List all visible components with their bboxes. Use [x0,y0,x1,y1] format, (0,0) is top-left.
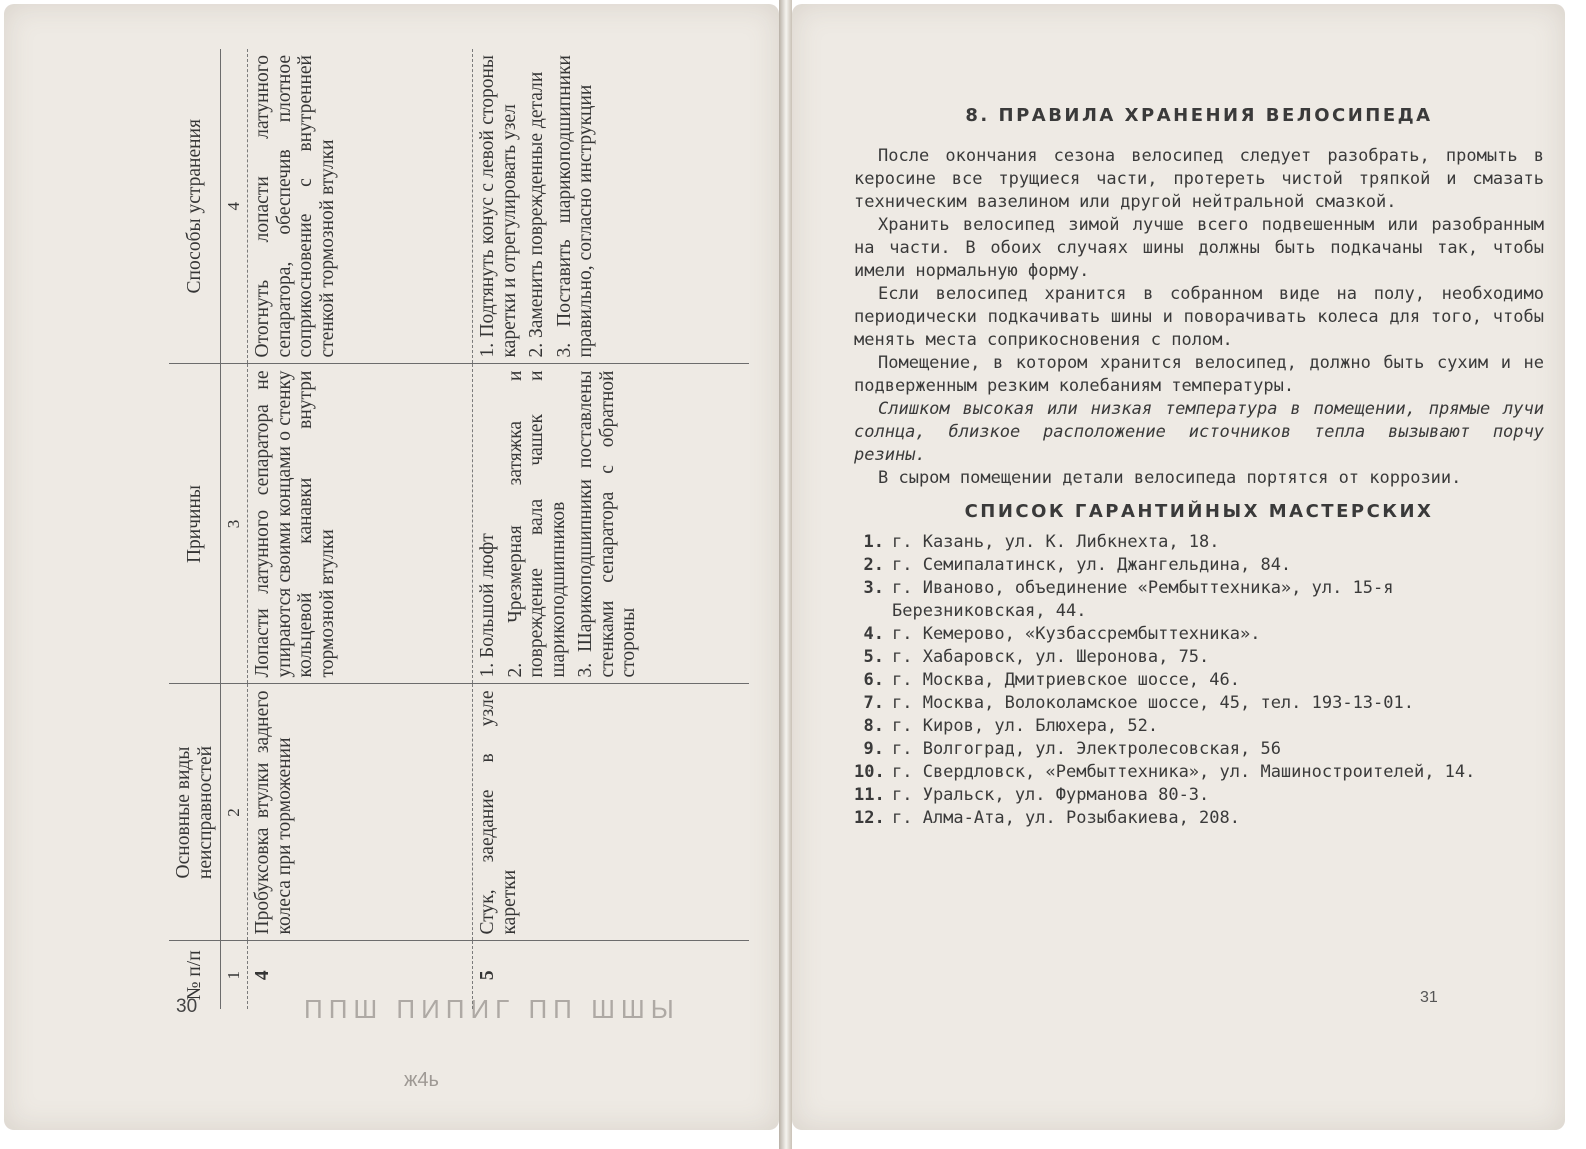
header-fault-types: Основные виды неисправностей [169,684,221,941]
cause-item: 3. Шарикоподшипники поставлены стенками сепаратора с обратной стороны [575,370,639,678]
table-row [473,49,750,1009]
cause-item: 1. Большой люфт [477,533,498,678]
storage-section [854,104,1544,830]
list-item: 1. г. Казань, ул. К. Либкнехта, 18. [863,532,1220,552]
list-item: 5. г. Хабаровск, ул. Шеронова, 75. [863,647,1210,667]
book-gutter [779,0,792,1149]
header-causes: Причины [169,364,221,684]
list-item: 9. г. Волгоград, ул. Электролесовская, 56 [863,739,1281,759]
column-number: 2 [221,684,248,941]
remedy-item: 2. Заменить поврежденные детали [526,71,547,358]
paragraph: Если велосипед хранится в собранном виде на полу, необходимо периодически подкачивать шины и поворачивать колеса для того, чтобы менять места соприкосновения с полом. [854,284,1544,350]
paragraph: Слишком высокая или низкая температура в помещении, прямые лучи солнца, близкое расположение источников тепла вызывают порчу резины. [854,399,1544,465]
table-header-row [169,49,221,1009]
paragraph: Хранить велосипед зимой лучше всего подвешенным или разобранным на части. В обоих случаях шины должны быть подкачаны так, чтобы имели нормальную форму. [854,215,1544,281]
left-page [4,4,779,1130]
fault-cell: Пробуксовка втулки заднего колеса при торможении [248,684,473,941]
cause-cell [473,364,750,684]
workshop-list [854,531,1544,830]
list-item: 4. г. Кемерово, «Кузбассрембыттехника». [863,624,1261,644]
list-item: 11. г. Уральск, ул. Фурманова 80-3. [854,785,1210,805]
column-number: 3 [221,364,248,684]
paragraph: В сыром помещении детали велосипеда портятся от коррозии. [878,468,1462,488]
remedy-item: 1. Подтянуть конус с левой стороны каретки и отрегулировать узел [477,55,520,358]
header-number: № п/п [169,941,221,1009]
bleed-through-text: ж4ь [404,1069,439,1091]
remedy-item: 3. Поставить шарикоподшипники правильно, согласно инструкции [553,55,596,358]
fault-table [169,49,749,1009]
list-item: 7. г. Москва, Волоколамское шоссе, 45, тел. 193-13-01. [863,693,1414,713]
column-number-row [221,49,248,1009]
column-number: 4 [221,49,248,364]
list-item: 12. г. Алма-Ата, ул. Розыбакиева, 208. [854,808,1240,828]
remedy-cell: Отогнуть лопасти латунного сепаратора, обеспечив плотное соприкосновение с внутренней стенкой тормозной втулки [248,49,473,364]
right-page [792,4,1565,1130]
remedy-cell [473,49,750,364]
cause-cell: Лопасти латунного сепаратора не упираются своими концами о стенку кольцевой канавки внутри тормозной втулки [248,364,473,684]
storage-title: 8. ПРАВИЛА ХРАНЕНИЯ ВЕЛОСИПЕДА [965,105,1433,126]
list-item: 6. г. Москва, Дмитриевское шоссе, 46. [863,670,1240,690]
cause-item: 2. Чрезмерная затяжка и повреждение вала чашек и шарикоподшипников [504,370,569,678]
fault-cell: Стук, заедание в узле каретки [473,684,750,941]
bleed-through-text: ППШ ПИПИГ ПП ШШЫ [304,994,680,1024]
page-number: 30 [176,996,198,1017]
paragraph: Помещение, в котором хранится велосипед, должно быть сухим и не подверженным резким колебаниям температуры. [854,353,1544,396]
page-number: 31 [1420,989,1438,1006]
column-number: 1 [221,941,248,1009]
table-row [248,49,473,1009]
list-item: 8. г. Киров, ул. Блюхера, 52. [863,716,1159,736]
list-item: 3. г. Иваново, объединение «Рембыттехника», ул. 15-я Березниковская, 44. [863,578,1394,621]
fault-table-rotated [169,49,749,1009]
list-item: 10. г. Свердловск, «Рембыттехника», ул. Машиностроителей, 14. [854,762,1476,782]
workshops-title: СПИСОК ГАРАНТИЙНЫХ МАСТЕРСКИХ [964,501,1434,522]
list-item: 2. г. Семипалатинск, ул. Джангельдина, 84. [863,555,1292,575]
paragraph: После окончания сезона велосипед следует разобрать, промыть в керосине все трущиеся части, протереть чистой тряпкой и смазать техническим вазелином или другой нейтральной смазкой. [854,146,1544,212]
header-remedies: Способы устранения [169,49,221,364]
row-number: 4 [248,941,473,1009]
row-number: 5 [473,941,750,1009]
